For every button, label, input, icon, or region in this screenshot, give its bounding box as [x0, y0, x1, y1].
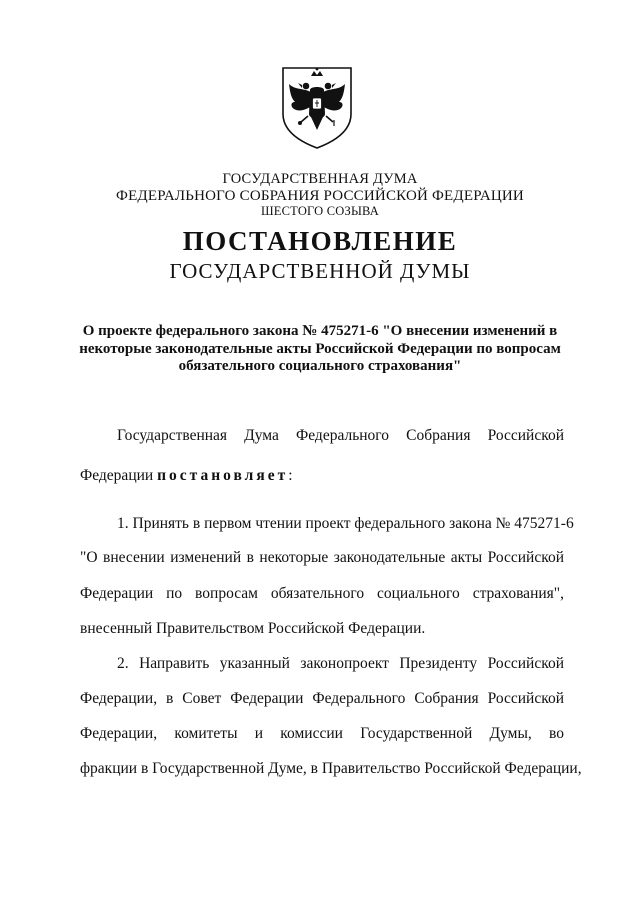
subject-line-3: обязательного социального страхования" [178, 358, 462, 374]
state-emblem-icon [275, 62, 359, 152]
preamble-line-1: Государственная Дума Федерального Собрания Российской [117, 427, 564, 444]
preamble-federation-text: Федерации [80, 467, 158, 484]
item1-line-1: 1. Принять в первом чтении проект федерального закона № 475271-6 [117, 515, 574, 532]
item1-line-2: "О внесении изменений в некоторые законодательные акты Российской [80, 549, 564, 566]
item2-line-3: Федерации, комитеты и комиссии Государственной Думы, во [80, 725, 564, 742]
document-issuer-title: ГОСУДАРСТВЕННОЙ ДУМЫ [169, 259, 471, 283]
item2-line-2: Федерации, в Совет Федерации Федерального Собрания Российской [80, 690, 564, 707]
subject-line-1: О проекте федерального закона № 475271-6 "О внесении изменений в [82, 323, 558, 339]
item2-line-4: фракции в Государственной Думе, в Правительство Российской Федерации, [80, 760, 582, 777]
item1-line-3: Федерации по вопросам обязательного социального страхования", [80, 585, 564, 602]
preamble-line-2 [80, 467, 564, 485]
preamble-colon: : [288, 467, 293, 484]
issuer-line-state-duma: ГОСУДАРСТВЕННАЯ ДУМА [222, 171, 418, 187]
document-type-title: ПОСТАНОВЛЕНИЕ [182, 226, 458, 256]
issuer-line-federal-assembly: ФЕДЕРАЛЬНОГО СОБРАНИЯ РОССИЙСКОЙ ФЕДЕРАЦИИ [116, 188, 524, 204]
item1-line-4: внесенный Правительством Российской Федерации. [80, 620, 426, 637]
convocation-line: ШЕСТОГО СОЗЫВА [260, 204, 380, 218]
item2-line-1: 2. Направить указанный законопроект Президенту Российской [117, 655, 564, 672]
decree-word: постановляет [157, 467, 289, 484]
subject-line-2: некоторые законодательные акты Российской Федерации по вопросам [79, 341, 561, 357]
